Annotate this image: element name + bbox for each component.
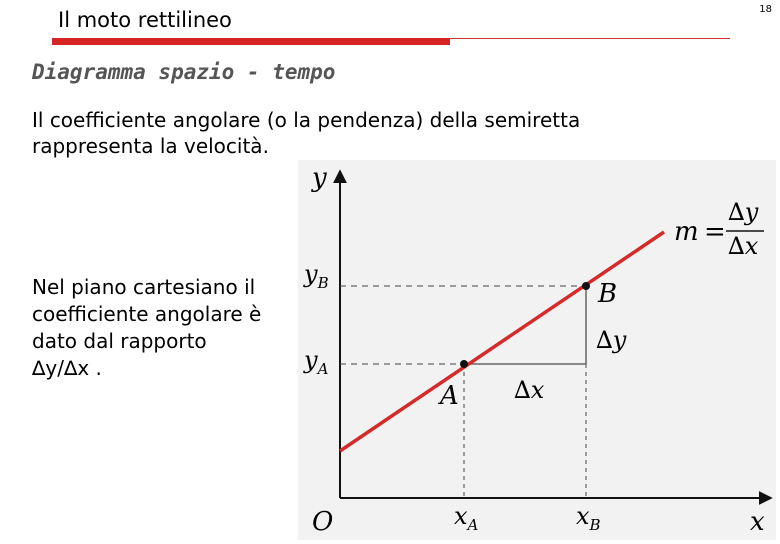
page-number: 18 bbox=[759, 4, 772, 15]
intro-line: Il coefficiente angolare (o la pendenza) della semiretta bbox=[32, 108, 581, 132]
point-b-label: B bbox=[598, 279, 618, 309]
origin-label: O bbox=[312, 507, 334, 537]
point-b-marker bbox=[582, 282, 590, 290]
point-a-label: A bbox=[440, 381, 459, 411]
header-divider-line bbox=[450, 38, 730, 39]
side-text-line: coefficiente angolare è bbox=[32, 302, 262, 326]
header-accent-bar bbox=[52, 38, 450, 45]
x-axis-label: x bbox=[750, 507, 765, 537]
yB-label: $y_B$ bbox=[304, 260, 329, 292]
y-axis-label: y bbox=[312, 163, 327, 193]
yA-label: $y_A$ bbox=[304, 346, 329, 378]
intro-paragraph bbox=[32, 107, 732, 159]
xB-label: $x_B$ bbox=[576, 502, 601, 534]
intro-line: rappresenta la velocità. bbox=[32, 134, 269, 158]
slide-subtitle: Diagramma spazio - tempo bbox=[32, 60, 336, 84]
side-text-line: ∆y/∆x . bbox=[32, 356, 102, 380]
formula-numerator: ∆y bbox=[728, 198, 759, 226]
formula-equals: = bbox=[704, 217, 726, 247]
space-time-diagram bbox=[298, 160, 776, 540]
side-text-line: dato dal rapporto bbox=[32, 329, 207, 353]
point-a-marker bbox=[460, 360, 468, 368]
formula-m: m bbox=[674, 217, 699, 247]
delta-x-label: ∆x bbox=[514, 376, 545, 404]
formula-denominator: ∆x bbox=[728, 232, 759, 260]
delta-y-label: ∆y bbox=[596, 326, 627, 354]
side-text-line: Nel piano cartesiano il bbox=[32, 275, 256, 299]
diagram-svg bbox=[298, 160, 776, 540]
side-explanation bbox=[32, 274, 312, 382]
xA-label: $x_A$ bbox=[454, 502, 479, 534]
slide-header-title: Il moto rettilineo bbox=[58, 8, 232, 32]
